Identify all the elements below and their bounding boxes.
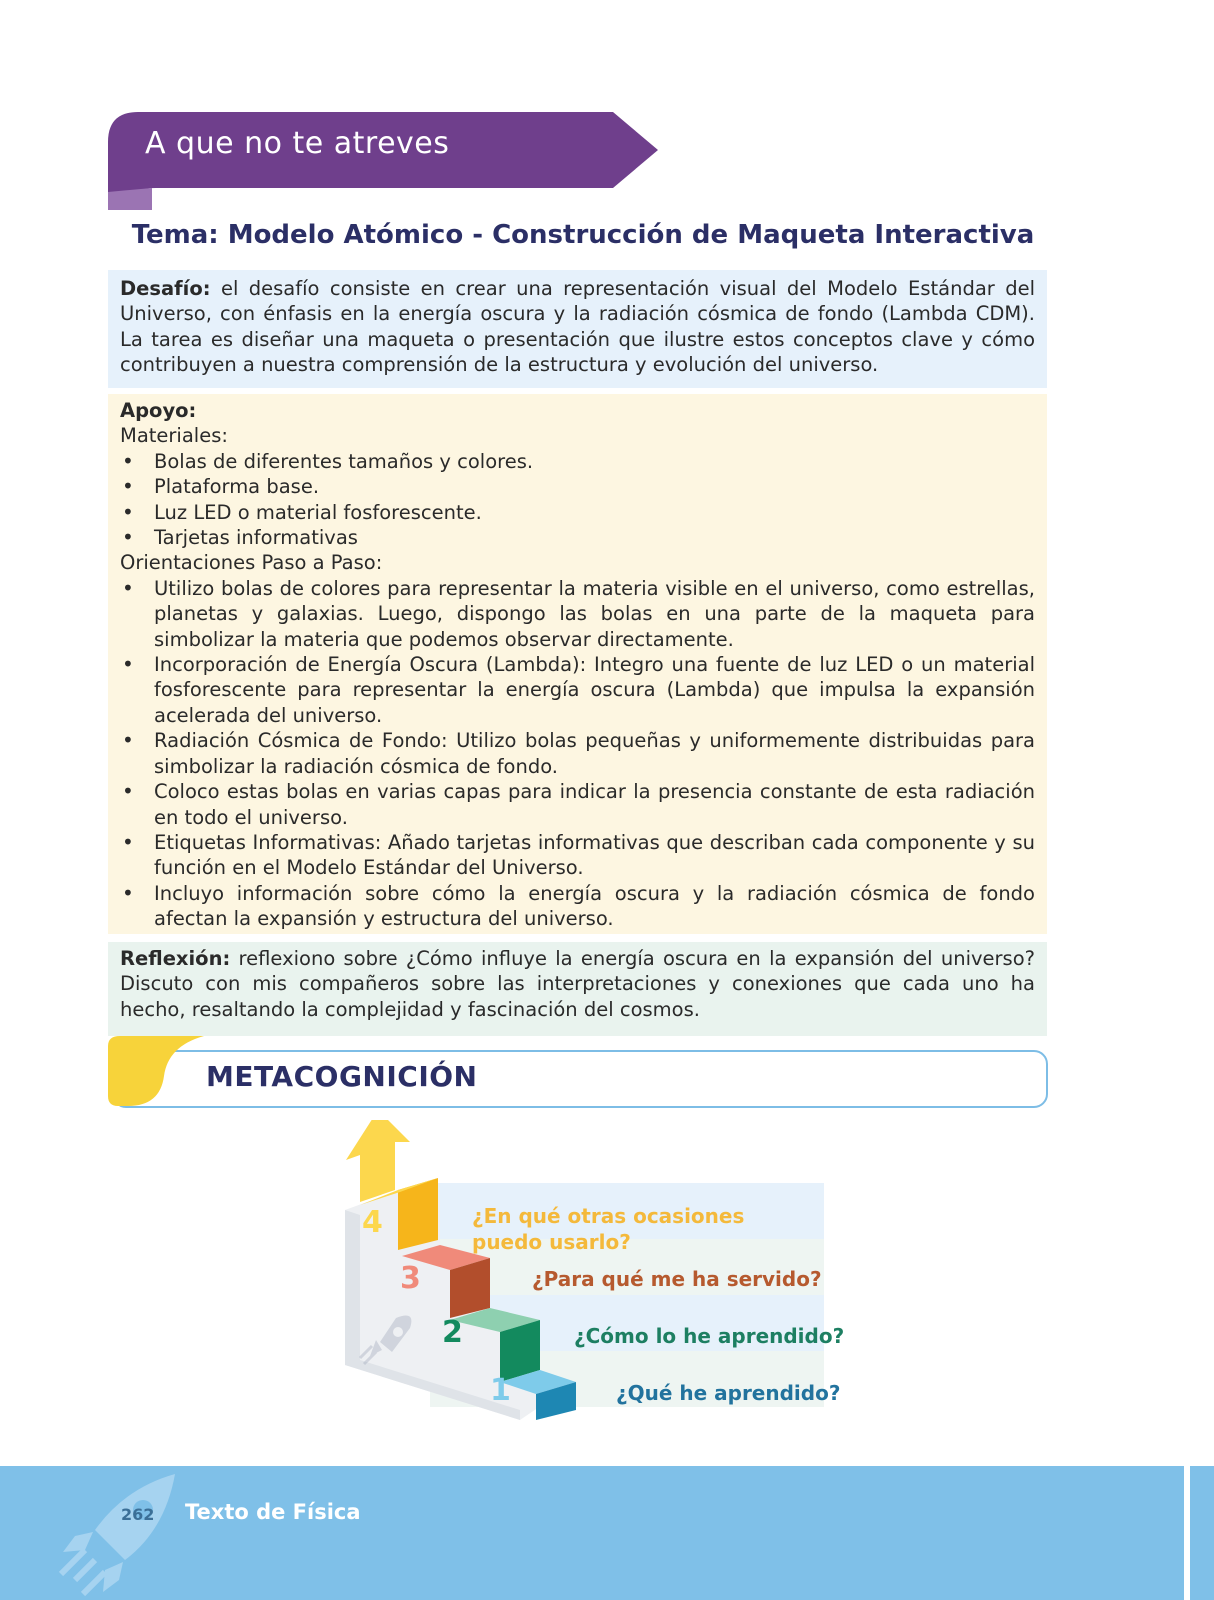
list-item: • Utilizo bolas de colores para representar la materia visible en el universo, como estrellas, planetas y galaxias. Luego, dispongo las bolas en una parte de la maqueta para simbolizar la materia que podemos observar directamente. <box>120 576 1035 652</box>
book-title: Texto de Física <box>185 1500 361 1524</box>
banner-title: A que no te atreves <box>145 126 450 161</box>
question-step-4: ¿En qué otras ocasiones puedo usarlo? <box>472 1204 745 1254</box>
yellow-tab-shape <box>108 1036 208 1116</box>
svg-text:2: 2 <box>442 1315 463 1350</box>
challenge-box <box>108 270 1047 388</box>
list-item: • Plataforma base. <box>120 474 1035 499</box>
steps-heading: Orientaciones Paso a Paso: <box>120 551 383 575</box>
list-item: • Tarjetas informativas <box>120 525 1035 550</box>
page-number: 262 <box>121 1505 155 1524</box>
question-step-2: ¿Cómo lo he aprendido? <box>574 1324 845 1348</box>
support-label: Apoyo: <box>120 399 197 422</box>
reflection-box <box>108 942 1047 1036</box>
topic-heading: Tema: Modelo Atómico - Construcción de Maqueta Interactiva <box>131 220 1035 250</box>
reflection-text: reflexiono sobre ¿Cómo influye la energía oscura en la expansión del universo? Discuto con mis compañeros sobre las interpretaciones y conexiones que cada uno ha hecho, resaltando la complejidad y fascinación del cosmos. <box>120 947 1035 1021</box>
materials-list <box>120 449 1035 551</box>
challenge-text: el desafío consiste en crear una representación visual del Modelo Estándar del Universo, con énfasis en la energía oscura y la radiación cósmica de fondo (Lambda CDM). La tarea es diseñar una maqueta o presentación que ilustre estos conceptos clave y cómo contribuyen a nuestra comprensión de la estructura y evolución del universo. <box>120 277 1035 377</box>
rocket-icon <box>55 1470 185 1600</box>
list-item: • Luz LED o material fosforescente. <box>120 500 1035 525</box>
list-item: • Bolas de diferentes tamaños y colores. <box>120 449 1035 474</box>
footer-edge <box>1184 1466 1190 1600</box>
materials-heading: Materiales: <box>120 424 228 448</box>
svg-text:3: 3 <box>400 1261 421 1296</box>
steps-list <box>120 576 1035 932</box>
reflection-label: Reflexión: <box>120 947 231 970</box>
question-step-1: ¿Qué he aprendido? <box>616 1381 841 1405</box>
question-step-3: ¿Para qué me ha servido? <box>532 1267 822 1291</box>
support-box <box>108 394 1047 934</box>
list-item: • Radiación Cósmica de Fondo: Utilizo bolas pequeñas y uniformemente distribuidas para simbolizar la radiación cósmica de fondo. <box>120 728 1035 779</box>
list-item: • Incorporación de Energía Oscura (Lambda): Integro una fuente de luz LED o un material fosforescente para representar la energía oscura (Lambda) que impulsa la expansión acelerada del universo. <box>120 652 1035 728</box>
list-item: • Incluyo información sobre cómo la energía oscura y la radiación cósmica de fondo afectan la expansión y estructura del universo. <box>120 881 1035 932</box>
metacognition-title: METACOGNICIÓN <box>206 1060 478 1093</box>
svg-text:1: 1 <box>490 1373 511 1408</box>
list-item: • Coloco estas bolas en varias capas para indicar la presencia constante de esta radiación en todo el universo. <box>120 779 1035 830</box>
svg-text:4: 4 <box>362 1205 383 1240</box>
list-item: • Etiquetas Informativas: Añado tarjetas informativas que describan cada componente y su función en el Modelo Estándar del Universo. <box>120 830 1035 881</box>
challenge-label: Desafío: <box>120 277 211 300</box>
